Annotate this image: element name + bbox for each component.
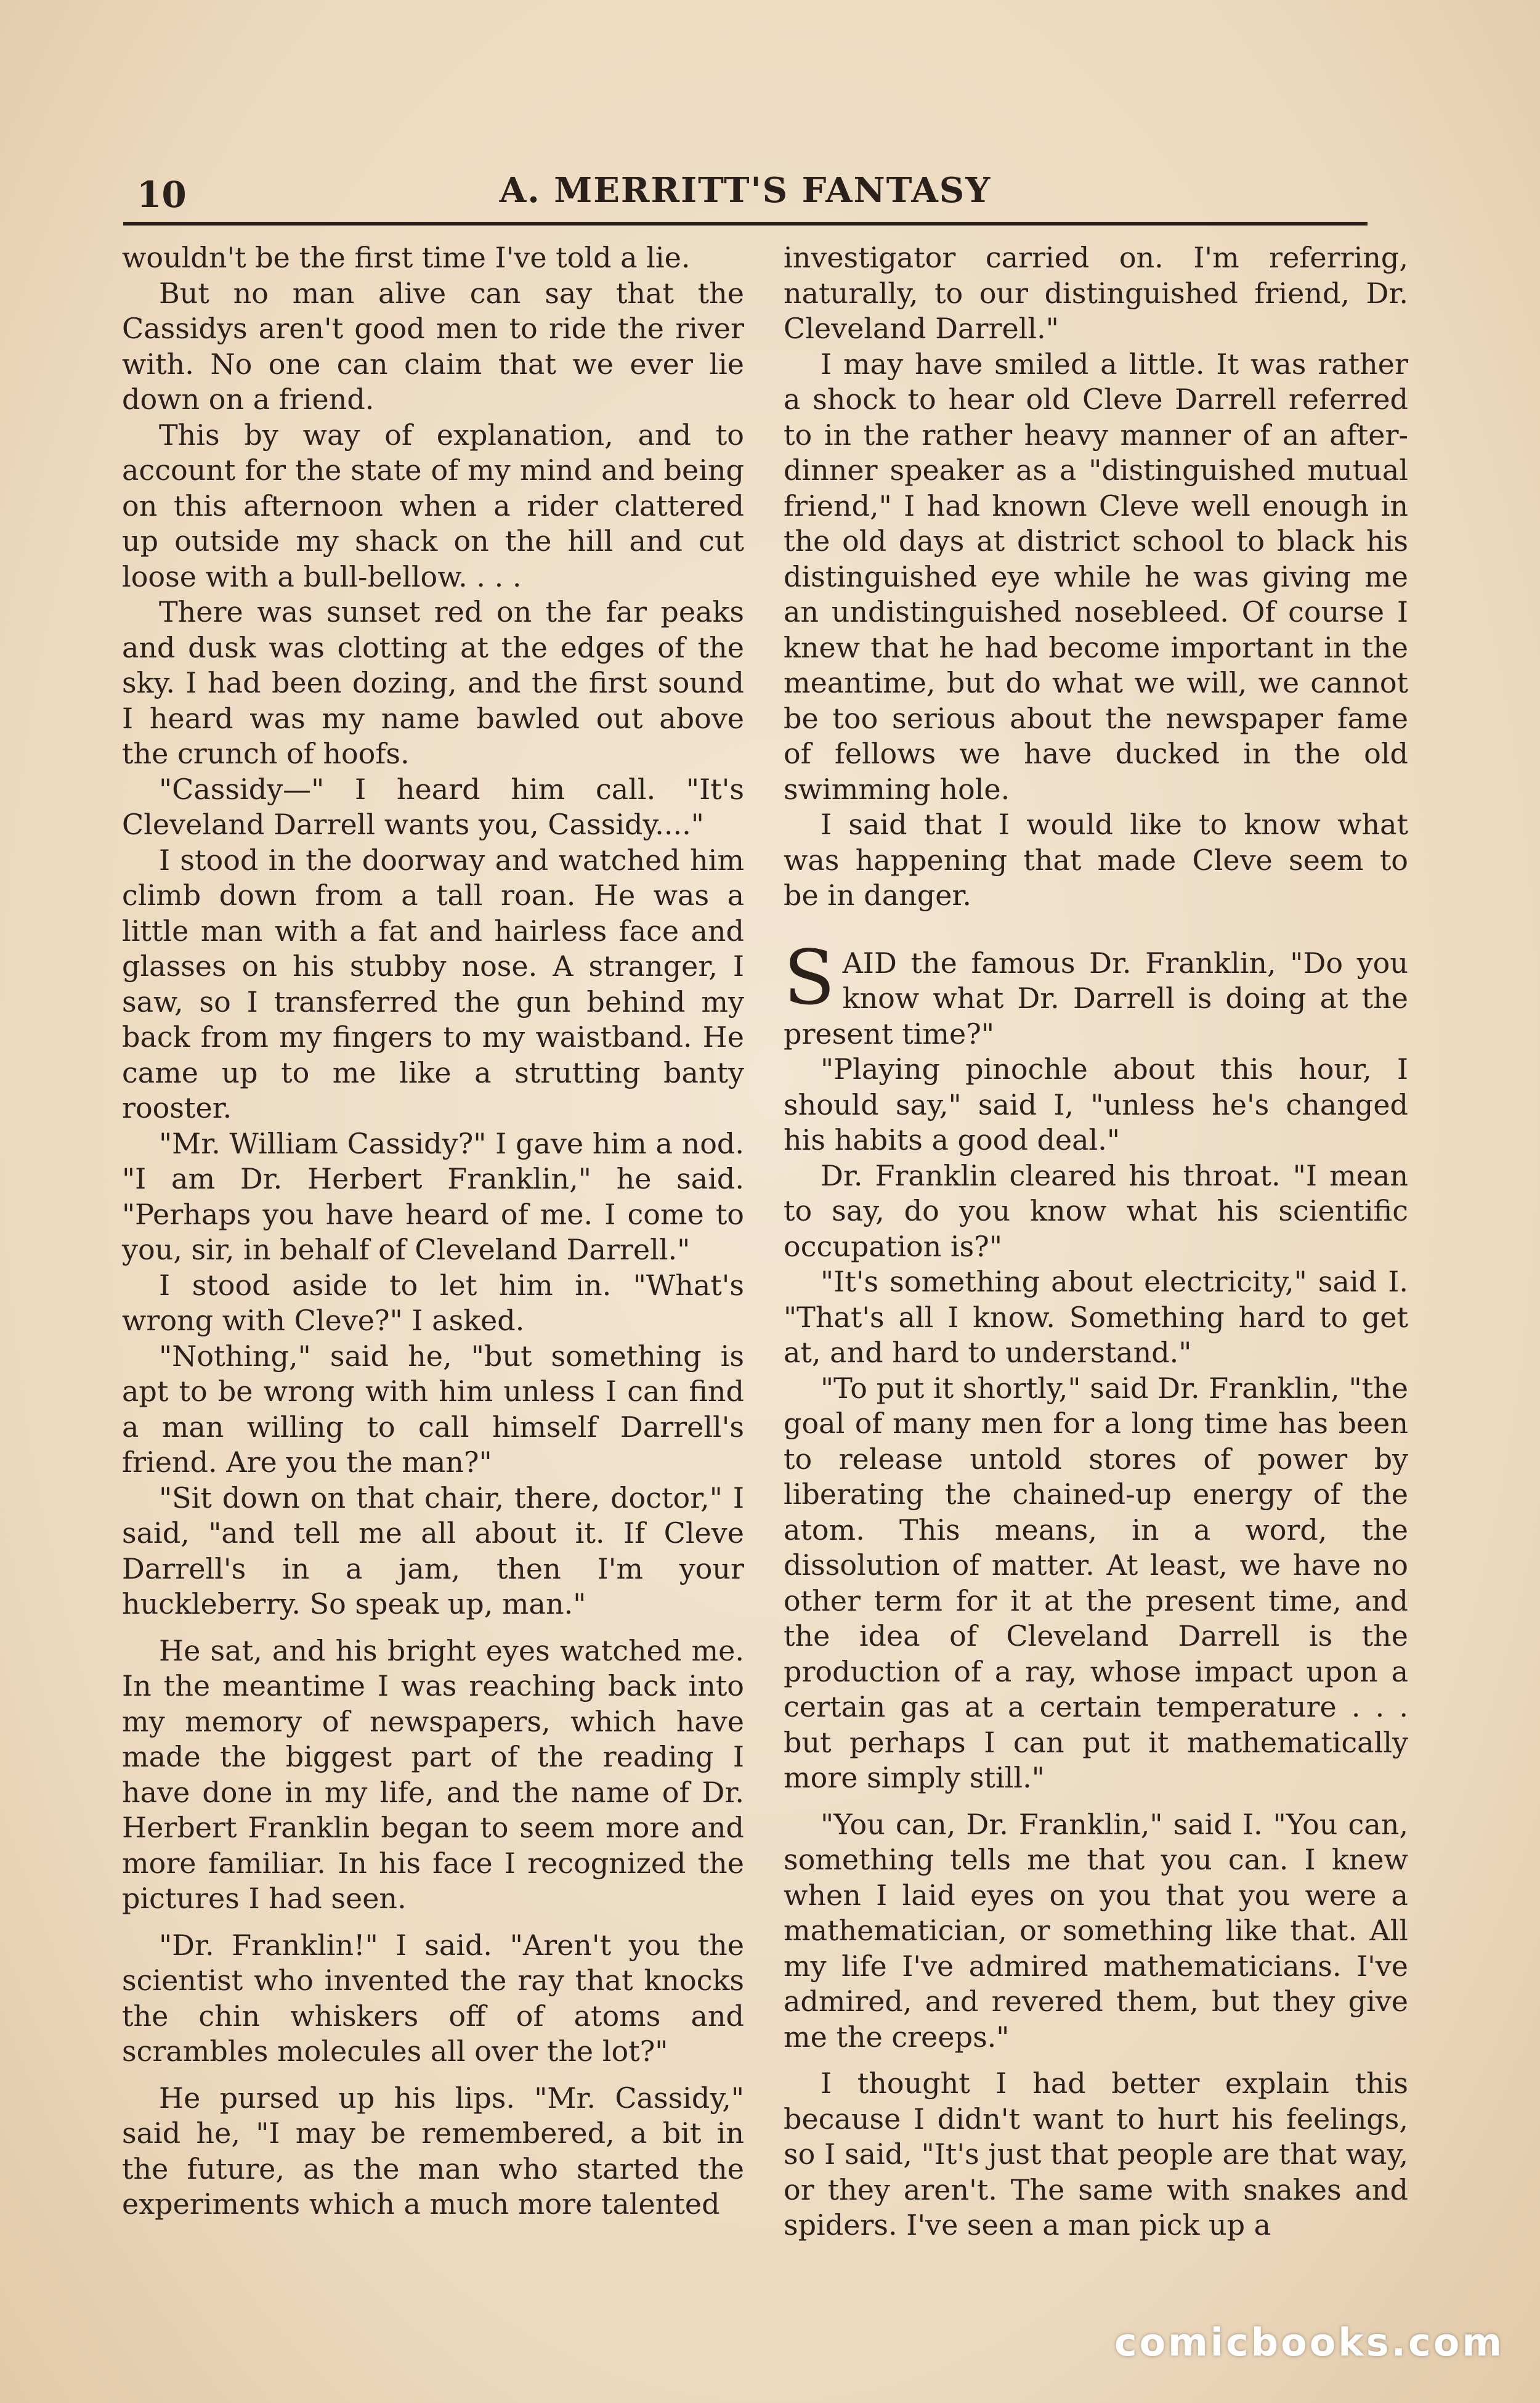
paragraph: investigator carried on. I'm referring, naturally, to our distinguished friend, Dr. Cleveland Darrell." <box>784 241 1408 345</box>
paragraph: I said that I would like to know what was happening that made Cleve seem to be in danger. <box>784 808 1408 912</box>
paragraph: "Mr. William Cassidy?" I gave him a nod. "I am Dr. Herbert Franklin," he said. "Perhaps you have heard of me. I come to you, sir, in behalf of Cleveland Darrell." <box>122 1126 744 1266</box>
paragraph: "Sit down on that chair, there, doctor," I said, "and tell me all about it. If Cleve Darrell's in a jam, then I'm your huckleberry. So speak up, man." <box>122 1481 744 1620</box>
paragraph: I stood aside to let him in. "What's wrong with Cleve?" I asked. <box>122 1268 744 1337</box>
left-column <box>122 240 744 2255</box>
drop-cap-paragraph <box>784 933 1408 1052</box>
paragraph: He sat, and his bright eyes watched me. In the meantime I was reaching back into my memory of newspapers, which have made the biggest part of the reading I have done in my life, and the name of Dr. Herbert Franklin began to seem more and more familiar. In his face I recognized the pictures I had seen. <box>122 1633 744 1915</box>
paragraph: He pursed up his lips. "Mr. Cassidy," said he, "I may be remembered, a bit in the future, as the man who started the experiments which a much more talented <box>122 2081 744 2221</box>
paragraph: I stood in the doorway and watched him climb down from a tall roan. He was a little man with a fat and hairless face and glasses on his stubby nose. A stranger, I saw, so I transferred the gun behind my back from my fingers to my waistband. He came up to me like a strutting banty rooster. <box>122 843 744 1124</box>
section-break <box>784 914 1408 946</box>
paragraph: "To put it shortly," said Dr. Franklin, "the goal of many men for a long time has been to release untold stores of power by liberating the chained-up energy of the atom. This means, in a word, the dissolution of matter. At least, we have no other term for it at the present time, and the idea of Cleveland Darrell is the production of a ray, whose impact upon a certain gas at a certain temperature . . . but perhaps I can put it mathematically more simply still." <box>784 1371 1408 1794</box>
running-title: A. MERRITT'S FANTASY <box>499 170 992 211</box>
paragraph: "You can, Dr. Franklin," said I. "You can, something tells me that you can. I knew when I laid eyes on you that you were a mathematician, or something like that. All my life I've admired mathematicians. I've admired, and revered them, but they give me the creeps." <box>784 1807 1408 2054</box>
paragraph: I thought I had better explain this because I didn't want to hurt his feelings, so I said, "It's just that people are that way, or they aren't. The same with snakes and spiders. I've seen a man pick up a <box>784 2067 1408 2242</box>
paragraph: There was sunset red on the far peaks and dusk was clotting at the edges of the sky. I had been dozing, and the first sound I heard was my name bawled out above the crunch of hoofs. <box>122 595 744 770</box>
paragraph: "Dr. Franklin!" I said. "Aren't you the scientist who invented the ray that knocks the chin whiskers off of atoms and scrambles molecules all over the lot?" <box>122 1928 744 2068</box>
drop-cap-paragraph-text: AID the famous Dr. Franklin, "Do you know what Dr. Darrell is doing at the present time?" <box>784 946 1408 1051</box>
paragraph: "Nothing," said he, "but something is apt to be wrong with him unless I can find a man willing to call himself Darrell's friend. Are you the man?" <box>122 1339 744 1479</box>
right-column <box>784 240 1408 2255</box>
page-number: 10 <box>137 174 187 216</box>
paragraph: wouldn't be the first time I've told a lie. <box>122 241 691 274</box>
paragraph: This by way of explanation, and to account for the state of my mind and being on this afternoon when a rider clattered up outside my shack on the hill and cut loose with a bull-bellow. . . . <box>122 418 744 593</box>
paragraph: "It's something about electricity," said I. "That's all I know. Something hard to get at, and hard to understand." <box>784 1265 1408 1369</box>
paragraph: But no man alive can say that the Cassidys aren't good men to ride the river with. No one can claim that we ever lie down on a friend. <box>122 276 744 416</box>
paragraph: I may have smiled a little. It was rather a shock to hear old Cleve Darrell referred to in the rather heavy manner of an after-dinner speaker as a "distinguished mutual friend," I had known Cleve well enough in the old days at district school to black his distinguished eye while he was giving me an undistinguished nosebleed. Of course I knew that he had become important in the meantime, but do what we will, we cannot be too serious about the newspaper fame of fellows we have ducked in the old swimming hole. <box>784 347 1408 806</box>
paragraph: "Playing pinochle about this hour, I should say," said I, "unless he's changed his habits a good deal." <box>784 1052 1408 1157</box>
paragraph: Dr. Franklin cleared his throat. "I mean to say, do you know what his scientific occupation is?" <box>784 1158 1408 1263</box>
paragraph: "Cassidy—" I heard him call. "It's Cleveland Darrell wants you, Cassidy...." <box>122 772 744 841</box>
watermark: comicbooks.com <box>1114 2320 1504 2365</box>
drop-cap: S <box>784 933 835 1022</box>
page-header <box>123 166 1368 226</box>
